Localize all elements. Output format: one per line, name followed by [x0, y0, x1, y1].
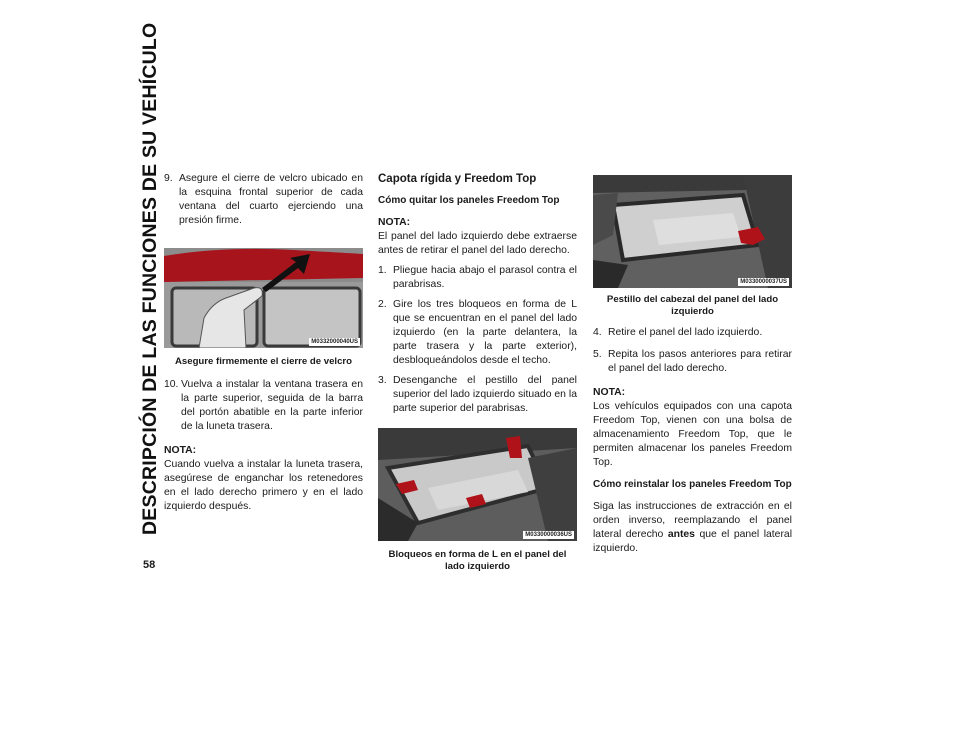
emphasis-before: antes: [667, 529, 695, 540]
note-text: Los vehículos equipados con una capota Freedom Top, vienen con una bolsa de almacenamiento Freedom Top, que le permiten almacenar los paneles Freedom Top.: [593, 401, 792, 468]
velcro-figure: M0332000040US: [164, 248, 363, 348]
note-text: Cuando vuelva a instalar la luneta trasera, asegúrese de enganchar los retenedores en el lado derecho primero y en el lado izquierdo después.: [164, 459, 363, 512]
step-1: 1. Pliegue hacia abajo el parasol contra el parabrisas.: [378, 265, 577, 290]
figure-caption: Bloqueos en forma de L en el panel del lado izquierdo: [388, 549, 567, 572]
page-number: 58: [143, 559, 156, 571]
side-section-title: DESCRIPCIÓN DE LAS FUNCIONES DE SU VEHÍCULO: [139, 22, 161, 535]
velcro-illustration: [164, 248, 363, 348]
column-2: [378, 172, 577, 573]
l-locks-figure: M0330000036US: [378, 428, 577, 541]
subheading: Cómo reinstalar los paneles Freedom Top: [593, 479, 792, 490]
note-label: NOTA:: [164, 445, 197, 456]
note-label: NOTA:: [593, 387, 626, 398]
step-3: 3. Desenganche el pestillo del panel superior del lado izquierdo situado en la parte superior del parabrisas.: [378, 375, 577, 414]
header-latch-figure: M0330000037US: [593, 175, 792, 288]
figure-caption: Pestillo del cabezal del panel del lado izquierdo: [606, 294, 779, 317]
section-heading: Capota rígida y Freedom Top: [378, 173, 537, 185]
figure-caption: Asegure firmemente el cierre de velcro: [174, 356, 353, 367]
step-5: 5. Repita los pasos anteriores para retirar el panel del lado derecho.: [593, 349, 792, 374]
step-9: 9. Asegure el cierre de velcro ubicado en la esquina frontal superior de cada ventana del cuarto ejerciendo una presión firme.: [164, 173, 363, 226]
subheading: Cómo quitar los paneles Freedom Top: [378, 195, 560, 206]
step-10: 10. Vuelva a instalar la ventana trasera en la parte superior, seguida de la barra del portón abatible en la parte inferior de la luneta trasera.: [164, 379, 363, 432]
note-label: NOTA:: [378, 217, 411, 228]
note-text: El panel del lado izquierdo debe extraerse antes de retirar el panel del lado derecho.: [378, 231, 577, 256]
l-locks-illustration: [378, 428, 577, 541]
step-2: 2. Gire los tres bloqueos en forma de L que se encuentran en el panel del lado izquierdo (en la parte delantera, la parte trasera y la parte exterior), desbloqueándolos desde el techo.: [378, 299, 577, 366]
column-1: [164, 172, 363, 514]
header-latch-illustration: [593, 175, 792, 288]
step-4: 4. Retire el panel del lado izquierdo.: [593, 327, 763, 338]
final-paragraph: Siga las instrucciones de extracción en el orden inverso, reemplazando el panel lateral derecho antes que el panel lateral izquierdo.: [593, 501, 793, 554]
column-3: [593, 175, 792, 556]
